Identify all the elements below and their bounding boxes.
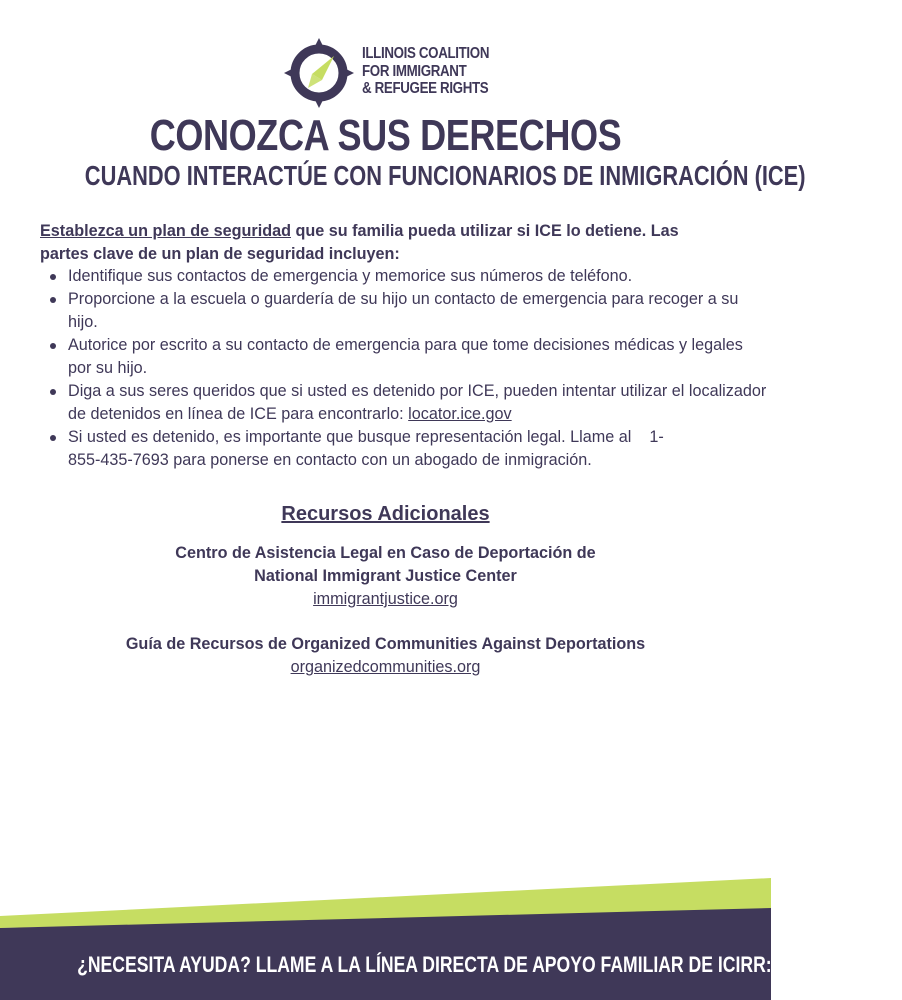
logo-line-3: & REFUGEE RIGHTS [362,80,489,97]
bullet-text-4: Diga a sus seres queridos que si usted es detenido por ICE, pueden intentar utilizar el localizador de detenidos en línea de ICE para encontrarlo: [68,382,767,423]
bullet-text-2: Proporcione a la escuela o guardería de su hijo un contacto de emergencia para recoger a su hijo. [68,290,739,331]
bullet-text-5a: Si usted es detenido, es importante que busque representación legal. Llame al 1- [68,428,664,446]
intro-paragraph [40,220,730,266]
spacer [0,611,771,633]
resources-section [0,500,771,679]
logo-line-2: FOR IMMIGRANT [362,62,467,80]
compass-icon [282,36,356,110]
immigrantjustice-link[interactable]: immigrantjustice.org [313,590,458,608]
resources-title: Recursos Adicionales [281,503,490,525]
list-item [68,265,768,288]
locator-link[interactable]: locator.ice.gov [408,405,512,423]
bullet-text-5b: 855-435-7693 para ponerse en contacto con un abogado de inmigración. [68,451,592,469]
footer-hotline-text: ¿NECESITA AYUDA? LLAME A LA LÍNEA DIRECTA DE APOYO FAMILIAR DE ICIRR: 1-855-435-7693 [77,952,902,977]
intro-rest: que su familia pueda utilizar si ICE lo detiene. Las partes clave de un plan de seguridad incluyen: [40,222,679,263]
bullet-text-3: Autorice por escrito a su contacto de emergencia para que tome decisiones médicas y legales por su hijo. [68,336,743,377]
page-title: CONOZCA SUS DERECHOS [149,111,622,160]
resource-1-line-2: National Immigrant Justice Center [254,567,517,585]
logo-text [362,45,534,98]
page-subtitle: CUANDO INTERACTÚE CON FUNCIONARIOS DE INMIGRACIÓN (ICE) [84,160,806,191]
organizedcommunities-link[interactable]: organizedcommunities.org [290,658,481,676]
intro-underlined: Establezca un plan de seguridad [40,222,291,240]
bullet-text-1: Identifique sus contactos de emergencia y memorice sus números de teléfono. [68,267,633,285]
header [0,30,771,110]
resource-1-line-1: Centro de Asistencia Legal en Caso de Deportación de [175,544,596,562]
logo-line-1: ILLINOIS COALITION [362,45,490,62]
list-item [68,426,768,472]
safety-plan-list [40,265,768,472]
list-item [68,288,768,334]
list-item [68,334,768,380]
list-item [68,380,768,426]
resource-2-line-1: Guía de Recursos de Organized Communities Against Deportations [125,635,646,653]
